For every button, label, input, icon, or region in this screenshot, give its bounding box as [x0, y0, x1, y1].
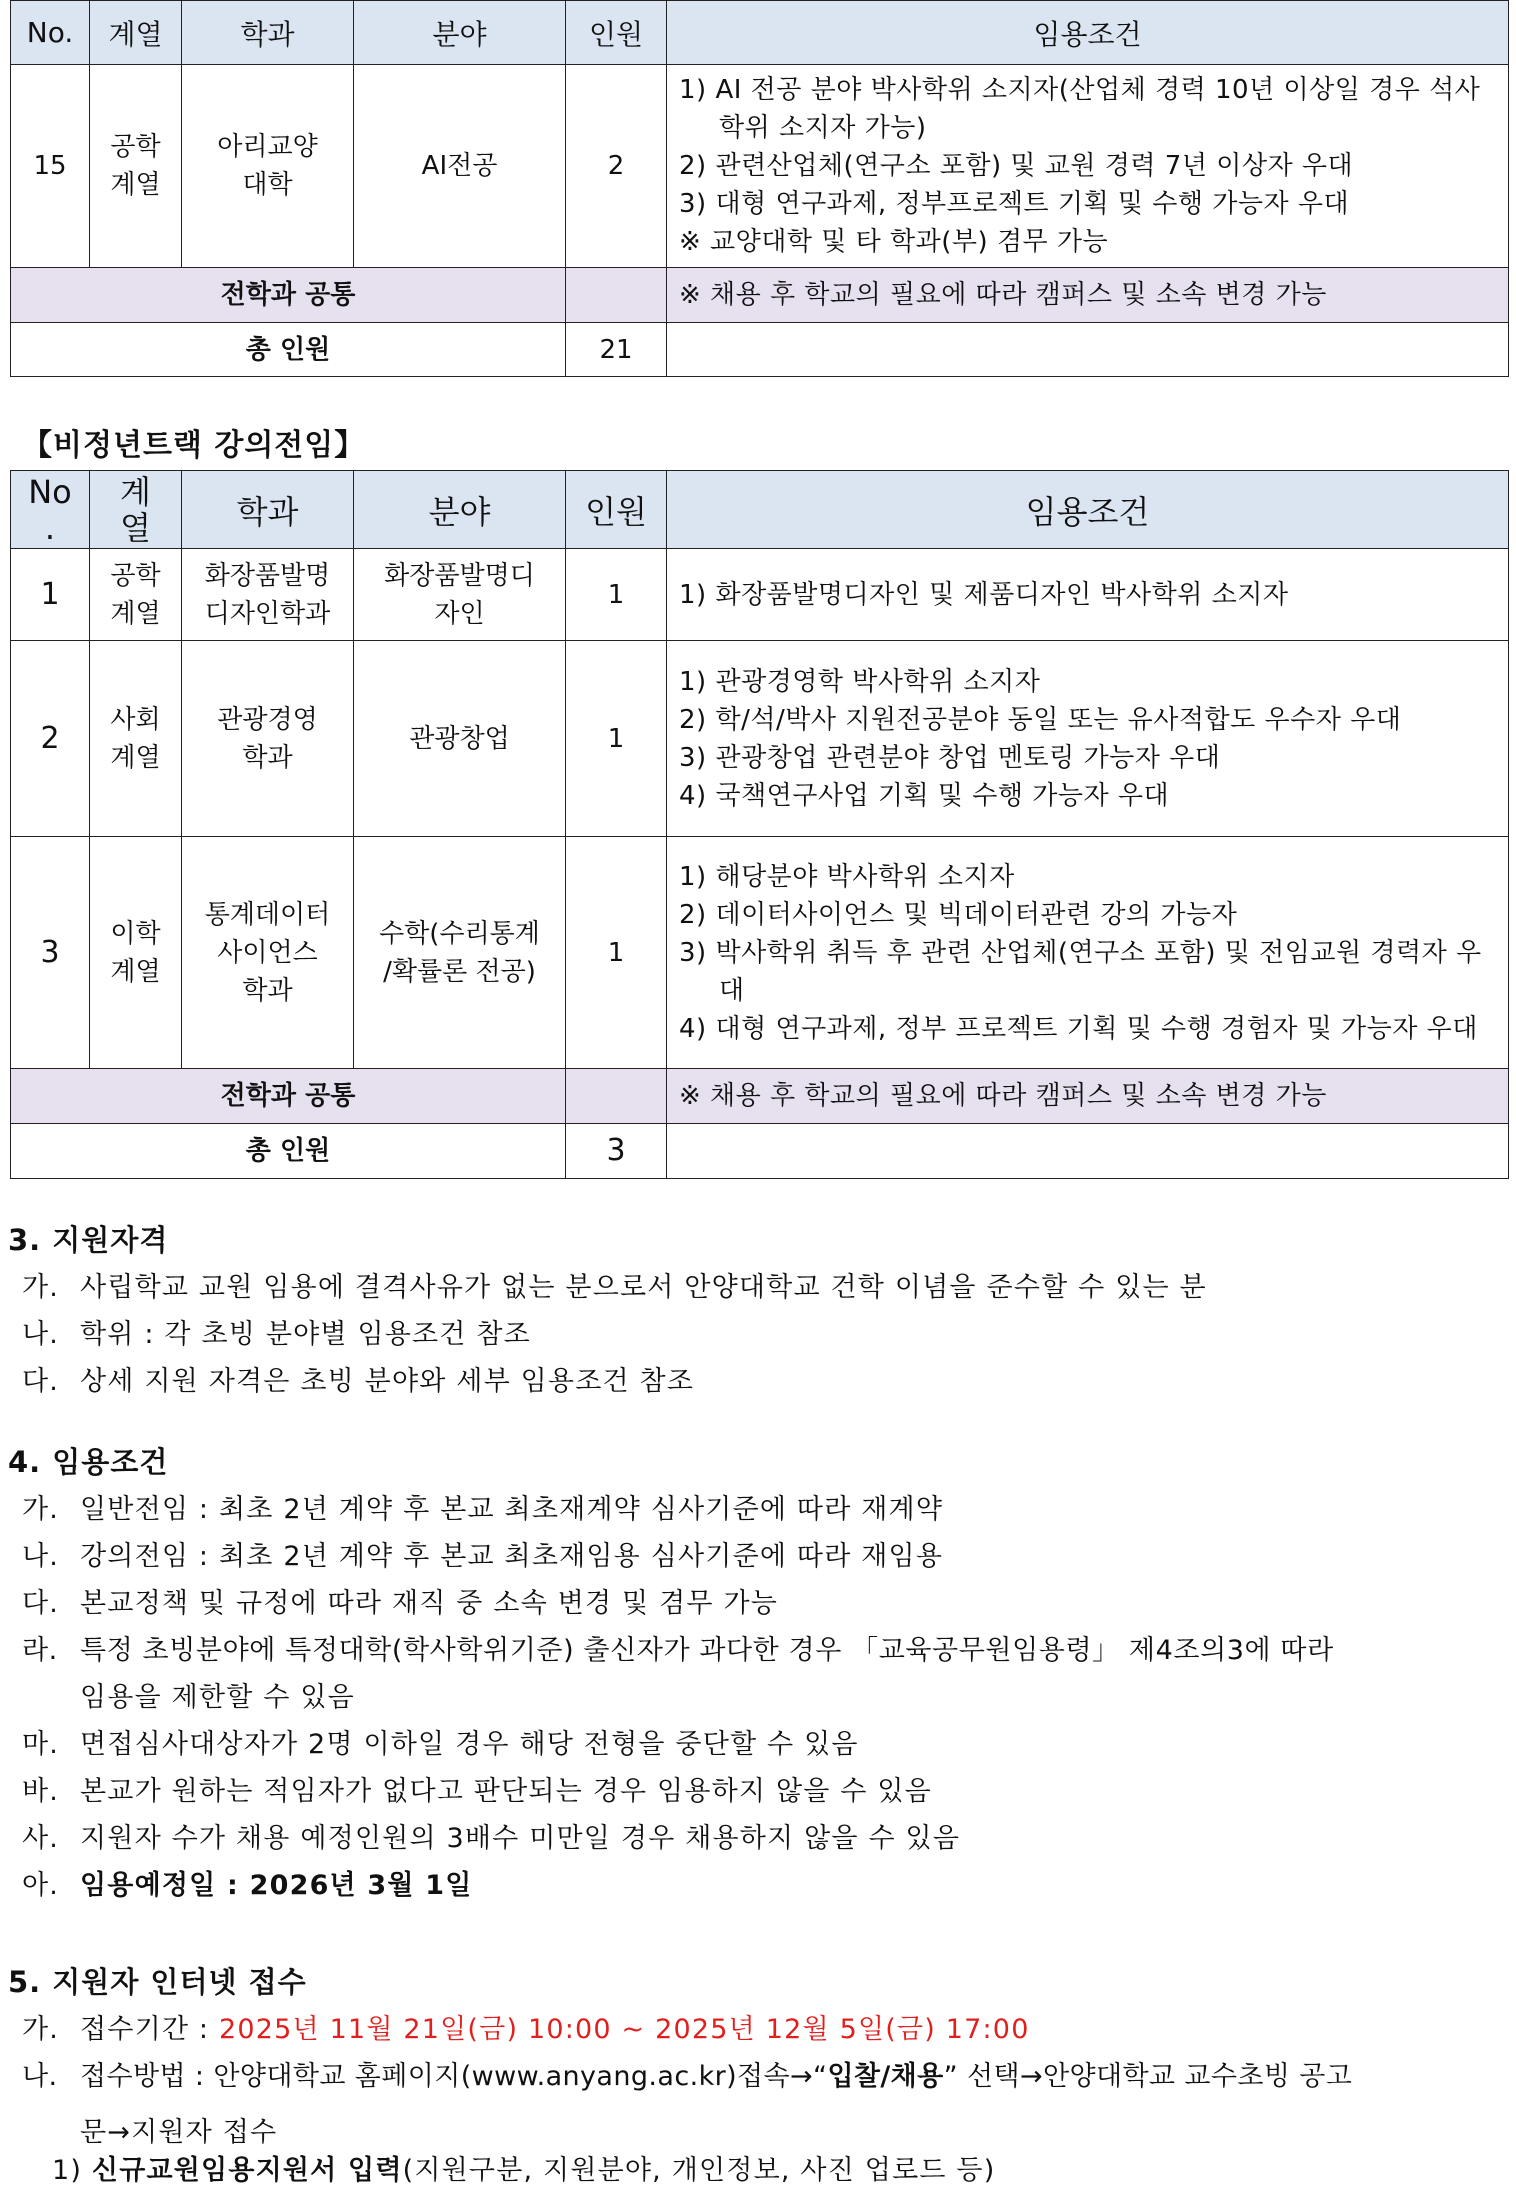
section-heading-online-application: 5. 지원자 인터넷 접수 — [8, 1965, 307, 1999]
header-dept: 학과 — [182, 471, 354, 549]
condition-item: 1) AI 전공 분야 박사학위 소지자(산업체 경력 10년 이상일 경우 석사학위 소지자 가능) — [679, 75, 1481, 143]
item-label: 1) — [52, 2155, 83, 2186]
item-text: 특정 초빙분야에 특정대학(학사학위기준) 출신자가 과다한 경우 「교육공무원임용령」 제4조의3에 따라 — [80, 1635, 1334, 1666]
item-label: 라. — [22, 1635, 58, 1666]
condition-item: 3) 대형 연구과제, 정부프로젝트 기획 및 수행 가능자 우대 — [679, 189, 1350, 219]
item-text: 본교가 원하는 적임자가 없다고 판단되는 경우 임용하지 않을 수 있음 — [80, 1776, 932, 1807]
row-series-line: 계열 — [110, 742, 161, 773]
item-label: 바. — [22, 1776, 60, 1807]
row-conditions — [667, 837, 1509, 1069]
condition-item: 3) 관광창업 관련분야 창업 멘토링 가능자 우대 — [679, 742, 1221, 773]
row-count: 1 — [566, 837, 667, 1069]
row-count: 2 — [566, 65, 667, 268]
row-dept — [182, 641, 354, 837]
item-label: 가. — [22, 1494, 60, 1525]
row-conditions — [667, 549, 1509, 641]
list-item — [22, 1580, 778, 1627]
list-item — [22, 1533, 943, 1580]
item-label: 나. — [22, 1319, 60, 1350]
row-series — [90, 641, 182, 837]
item-text: 지원자 수가 채용 예정인원의 3배수 미만일 경우 채용하지 않을 수 있음 — [80, 1823, 961, 1854]
item-label: 가. — [22, 2014, 60, 2045]
table-row — [11, 641, 1509, 837]
row-field-line: 자인 — [434, 598, 485, 629]
list-item-method — [22, 2053, 1352, 2100]
row-field-line: /확률론 전공) — [383, 956, 536, 987]
condition-item: ※ 교양대학 및 타 학과(부) 겸무 가능 — [679, 227, 1109, 257]
row-field — [354, 549, 566, 641]
row-series-line: 계열 — [110, 598, 161, 629]
list-item — [22, 1486, 943, 1533]
condition-item: 4) 국책연구사업 기획 및 수행 가능자 우대 — [679, 780, 1170, 811]
header-count: 인원 — [566, 471, 667, 549]
total-label: 총 인원 — [11, 1124, 566, 1179]
row-series-line: 공학 — [110, 560, 161, 591]
row-field-line: 수학(수리통계 — [379, 918, 540, 949]
item-text: 본교정책 및 규정에 따라 재직 중 소속 변경 및 겸무 가능 — [80, 1588, 779, 1619]
header-no: No. — [11, 1, 90, 65]
item-label: 아. — [22, 1870, 60, 1901]
item-text: 임용예정일 : 2026년 3월 1일 — [80, 1870, 473, 1901]
common-label: 전학과 공통 — [11, 268, 566, 323]
condition-item: 2) 데이터사이언스 및 빅데이터관련 강의 가능자 — [679, 899, 1238, 930]
list-item — [22, 1264, 1207, 1311]
faculty-table-2 — [10, 470, 1509, 1179]
row-dept-line: 학과 — [242, 742, 293, 773]
row-series-line: 계열 — [110, 170, 161, 200]
item-label: 가. — [22, 1272, 60, 1303]
common-text: ※ 채용 후 학교의 필요에 따라 캠퍼스 및 소속 변경 가능 — [667, 268, 1509, 323]
item-text: 면접심사대상자가 2명 이하일 경우 해당 전형을 중단할 수 있음 — [80, 1729, 859, 1760]
total-row — [11, 1124, 1509, 1179]
row-series-line: 공학 — [110, 132, 161, 162]
header-series: 계 열 — [90, 471, 182, 549]
row-series-line: 계열 — [110, 956, 161, 987]
common-count-empty — [566, 268, 667, 323]
item-text: 강의전임 : 최초 2년 계약 후 본교 최초재임용 심사기준에 따라 재임용 — [80, 1541, 944, 1572]
row-conditions — [667, 65, 1509, 268]
row-dept-line: 디자인학과 — [204, 598, 331, 629]
row-dept-line: 사이언스 — [217, 937, 318, 968]
list-item — [22, 1721, 859, 1768]
item-text: 접수방법 : 안양대학교 홈페이지(www.anyang.ac.kr)접속→“ — [80, 2061, 828, 2092]
row-dept — [182, 837, 354, 1069]
list-item — [22, 1358, 694, 1405]
application-period: 2025년 11월 21일(금) 10:00 ~ 2025년 12월 5일(금) 17:00 — [219, 2014, 1030, 2045]
list-item-step — [52, 2147, 995, 2194]
row-series-line: 사회 — [110, 704, 161, 735]
common-row — [11, 268, 1509, 323]
common-count-empty — [566, 1069, 667, 1124]
item-label: 마. — [22, 1729, 60, 1760]
row-series — [90, 837, 182, 1069]
header-conditions: 임용조건 — [667, 471, 1509, 549]
item-text: 접수기간 : — [80, 2014, 219, 2045]
header-no: No . — [11, 471, 90, 549]
row-dept-line: 학과 — [242, 975, 293, 1006]
row-series — [90, 549, 182, 641]
item-text: 사립학교 교원 임용에 결격사유가 없는 분으로서 안양대학교 건학 이념을 준수할 수 있는 분 — [80, 1272, 1207, 1303]
common-row — [11, 1069, 1509, 1124]
item-text: 임용을 제한할 수 있음 — [80, 1682, 355, 1713]
row-no: 15 — [11, 65, 90, 268]
table-row — [11, 65, 1509, 268]
list-item — [22, 1311, 531, 1358]
item-label: 다. — [22, 1366, 60, 1397]
item-text: 일반전임 : 최초 2년 계약 후 본교 최초재계약 심사기준에 따라 재계약 — [80, 1494, 944, 1525]
row-dept-line: 관광경영 — [217, 704, 318, 735]
header-dept: 학과 — [182, 1, 354, 65]
row-dept-line: 아리교양 — [217, 132, 318, 162]
table-header-row — [11, 1, 1509, 65]
section-title-nontenure: 【비정년트랙 강의전임】 — [22, 428, 366, 463]
row-field-line: 관광창업 — [409, 723, 510, 754]
total-empty — [667, 1124, 1509, 1179]
list-item — [22, 1768, 932, 1815]
item-text: ” 선택→안양대학교 교수초빙 공고 — [943, 2061, 1353, 2092]
total-value: 21 — [566, 323, 667, 377]
row-dept-line: 통계데이터 — [204, 899, 331, 930]
row-no: 1 — [11, 549, 90, 641]
header-field: 분야 — [354, 471, 566, 549]
condition-item: 1) 관광경영학 박사학위 소지자 — [679, 666, 1041, 697]
condition-item: 1) 해당분야 박사학위 소지자 — [679, 861, 1015, 892]
condition-item: 4) 대형 연구과제, 정부 프로젝트 기획 및 수행 경험자 및 가능자 우대 — [679, 1013, 1478, 1044]
row-dept-line: 대학 — [242, 170, 293, 200]
menu-name: 입찰/채용 — [827, 2061, 944, 2092]
row-field — [354, 641, 566, 837]
table-row — [11, 837, 1509, 1069]
row-field: AI전공 — [354, 65, 566, 268]
common-label: 전학과 공통 — [11, 1069, 566, 1124]
total-label: 총 인원 — [11, 323, 566, 377]
item-text: 상세 지원 자격은 초빙 분야와 세부 임용조건 참조 — [80, 1366, 695, 1397]
item-label: 나. — [22, 2061, 58, 2092]
header-field: 분야 — [354, 1, 566, 65]
row-dept — [182, 549, 354, 641]
row-field-line: 화장품발명디 — [384, 560, 535, 591]
list-item-continuation — [22, 1674, 355, 1721]
condition-item: 2) 학/석/박사 지원전공분야 동일 또는 유사적합도 우수자 우대 — [679, 704, 1402, 735]
list-item — [22, 1815, 960, 1862]
row-series — [90, 65, 182, 268]
header-count: 인원 — [566, 1, 667, 65]
row-no: 2 — [11, 641, 90, 837]
total-value: 3 — [566, 1124, 667, 1179]
section-heading-conditions: 4. 임용조건 — [8, 1445, 169, 1479]
row-series-line: 이학 — [110, 918, 161, 949]
row-dept-line: 화장품발명 — [204, 560, 331, 591]
list-item-continuation: 문→지원자 접수 — [80, 2117, 278, 2148]
total-row — [11, 323, 1509, 377]
list-item — [22, 1862, 473, 1909]
item-text: 학위 : 각 초빙 분야별 임용조건 참조 — [80, 1319, 531, 1350]
common-text: ※ 채용 후 학교의 필요에 따라 캠퍼스 및 소속 변경 가능 — [667, 1069, 1509, 1124]
header-conditions: 임용조건 — [667, 1, 1509, 65]
table-row — [11, 549, 1509, 641]
row-no: 3 — [11, 837, 90, 1069]
condition-item: 2) 관련산업체(연구소 포함) 및 교원 경력 7년 이상자 우대 — [679, 151, 1354, 181]
list-item-period — [22, 2006, 1030, 2053]
row-field — [354, 837, 566, 1069]
row-conditions — [667, 641, 1509, 837]
faculty-table-1 — [10, 0, 1509, 377]
section-heading-qualifications: 3. 지원자격 — [8, 1223, 169, 1257]
item-text: 신규교원임용지원서 입력 — [91, 2155, 403, 2186]
row-dept — [182, 65, 354, 268]
row-count: 1 — [566, 549, 667, 641]
condition-item: 3) 박사학위 취득 후 관련 산업체(연구소 포함) 및 전임교원 경력자 우대 — [679, 937, 1482, 1006]
row-count: 1 — [566, 641, 667, 837]
item-label: 나. — [22, 1541, 60, 1572]
header-series: 계열 — [90, 1, 182, 65]
item-label: 사. — [22, 1823, 60, 1854]
condition-item: 1) 화장품발명디자인 및 제품디자인 박사학위 소지자 — [679, 579, 1289, 610]
item-text: (지원구분, 지원분야, 개인정보, 사진 업로드 등) — [402, 2155, 996, 2186]
total-empty — [667, 323, 1509, 377]
item-label: 다. — [22, 1588, 60, 1619]
list-item — [22, 1627, 1334, 1674]
table-header-row — [11, 471, 1509, 549]
